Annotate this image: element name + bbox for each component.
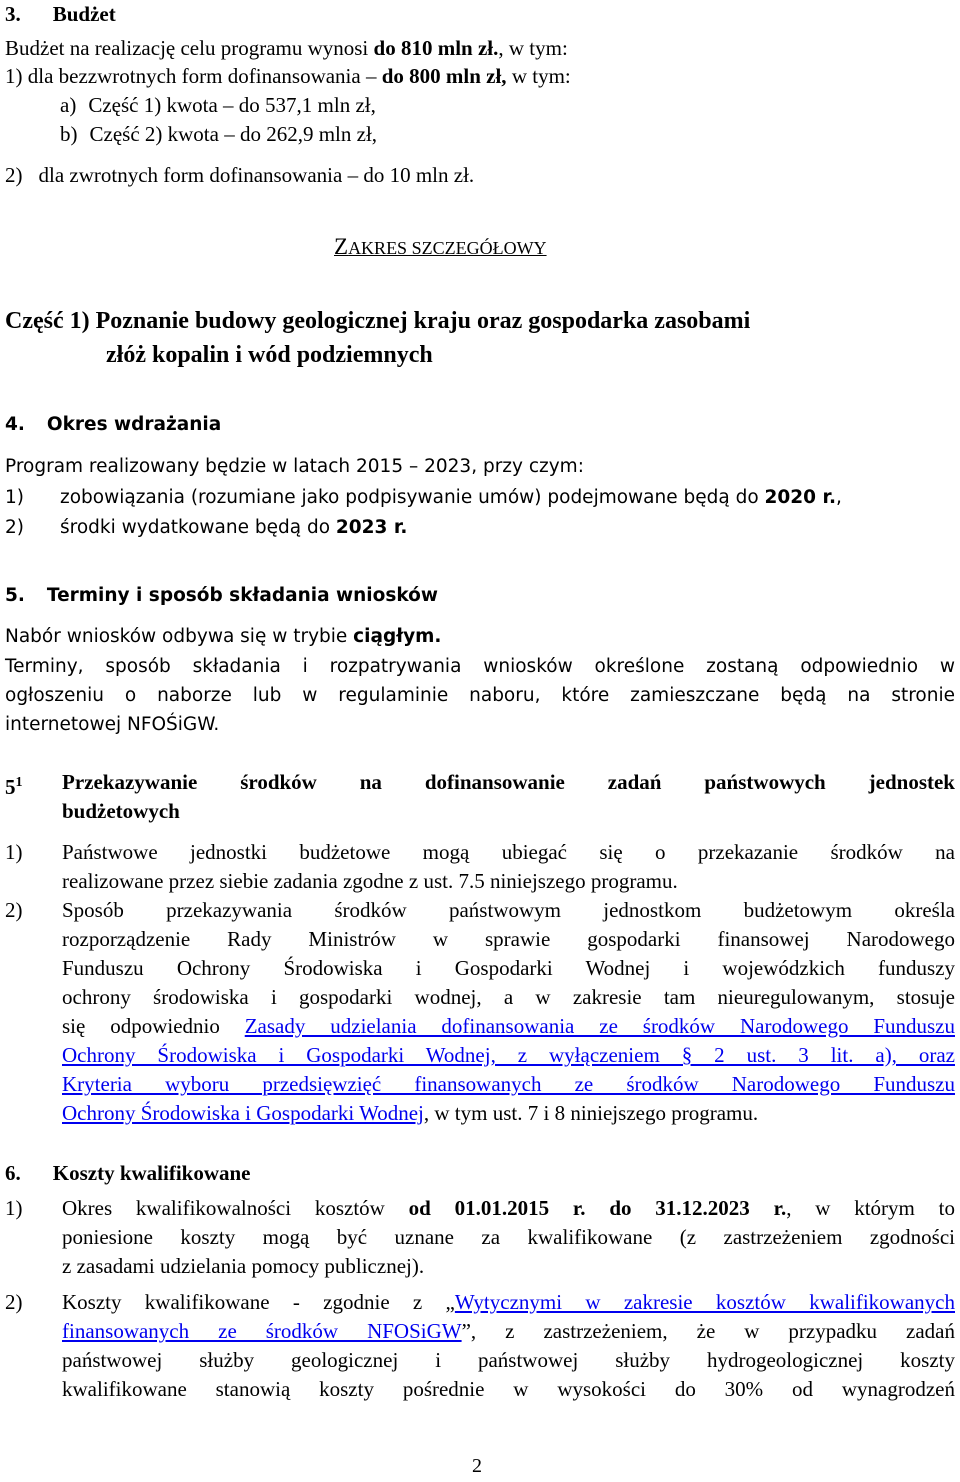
costs-item-1-num: 1) — [5, 1196, 23, 1220]
nabor-text: Nabór wniosków odbywa się w trybie ciągłym. — [5, 626, 442, 647]
zasady-link-cont[interactable]: Ochrony Środowiska i Gospodarki Wodnej, z wyłączeniem § 2 ust. 3 lit. a), oraz — [62, 1043, 955, 1067]
transfer-item-1-num: 1) — [5, 840, 23, 864]
zakres-heading: ZAKRES SZCZEGÓŁOWY — [334, 234, 547, 259]
budget-item-1: 1) dla bezzwrotnych form dofinansowania – do 800 mln zł, w tym: — [5, 64, 571, 88]
budget-item-1a: a) Część 1) kwota – do 537,1 mln zł, — [60, 93, 376, 117]
wytyczne-link[interactable]: Wytycznymi w zakresie kosztów kwalifikowanych — [454, 1290, 955, 1314]
section-5-1-number: $5^1$ — [5, 775, 23, 799]
transfer-item-2-line3: Funduszu Ochrony Środowiska i Gospodarki Wodnej i wojewódzkich funduszy — [62, 956, 955, 980]
terms-para-line2: ogłoszeniu o naborze lub w regulaminie naboru, które zamieszczane będą na stronie — [5, 685, 955, 706]
transfer-item-2-line1: Sposób przekazywania środków państwowym jednostkom budżetowym określa — [62, 898, 955, 922]
transfer-item-2-line8: Ochrony Środowiska i Gospodarki Wodnej, w tym ust. 7 i 8 niniejszego programu. — [62, 1101, 759, 1125]
wytyczne-link-cont[interactable]: finansowanych ze środków NFOSiGW — [62, 1319, 462, 1343]
period-item-2: 2) środki wydatkowane będą do 2023 r. — [5, 517, 408, 538]
period-intro: Program realizowany będzie w latach 2015 – 2023, przy czym: — [5, 456, 584, 477]
terms-para-line1: Terminy, sposób składania i rozpatrywania wniosków określone zostaną odpowiednio w — [5, 656, 955, 677]
costs-item-1-line2: poniesione koszty mogą być uznane za kwalifikowane (z zastrzeżeniem zgodności — [62, 1225, 955, 1249]
section-5-1-heading-line2: budżetowych — [62, 799, 180, 823]
transfer-item-1-line2: realizowane przez siebie zadania zgodne z ust. 7.5 niniejszego programu. — [62, 869, 678, 893]
kryteria-link[interactable]: Kryteria wyboru przedsięwzięć finansowanych ze środków Narodowego Funduszu — [62, 1072, 955, 1096]
costs-item-2-line1: Koszty kwalifikowane - zgodnie z „Wytycznymi w zakresie kosztów kwalifikowanych — [62, 1290, 955, 1314]
transfer-item-1-line1: Państwowe jednostki budżetowe mogą ubiegać się o przekazanie środków na — [62, 840, 955, 864]
section-4-heading: 4. Okres wdrażania — [5, 414, 222, 435]
transfer-item-2-line4: ochrony środowiska i gospodarki wodnej, a w zakresie tam nieuregulowanym, stosuje — [62, 985, 955, 1009]
budget-item-2: 2) dla zwrotnych form dofinansowania – do 10 mln zł. — [5, 163, 475, 187]
section-number: 3. — [5, 2, 21, 26]
kryteria-link-cont[interactable]: Ochrony Środowiska i Gospodarki Wodnej — [62, 1101, 424, 1125]
part-1-title-line2: złóż kopalin i wód podziemnych — [106, 342, 433, 368]
page-number: 2 — [472, 1455, 482, 1477]
costs-item-2-line3: państwowej służby geologicznej i państwowej służby hydrogeologicznej koszty — [62, 1348, 955, 1372]
costs-item-1-line3: z zasadami udzielania pomocy publicznej). — [62, 1254, 425, 1278]
section-6-heading: 6. Koszty kwalifikowane — [5, 1161, 251, 1185]
budget-item-1b: b) Część 2) kwota – do 262,9 mln zł, — [60, 122, 378, 146]
section-5-heading: 5. Terminy i sposób składania wniosków — [5, 585, 438, 606]
costs-item-1-line1: Okres kwalifikowalności kosztów od 01.01.2015 r. do 31.12.2023 r., w którym to — [62, 1196, 955, 1220]
section-title: Budżet — [52, 2, 116, 26]
transfer-item-2-line2: rozporządzenie Rady Ministrów w sprawie gospodarki finansowej Narodowego — [62, 927, 955, 951]
part-1-title-line1: Część 1) Poznanie budowy geologicznej kraju oraz gospodarka zasobami — [5, 308, 751, 334]
section-5-1-heading-line1: Przekazywanie środków na dofinansowanie zadań państwowych jednostek — [62, 770, 955, 794]
zasady-link[interactable]: Zasady udzielania dofinansowania ze środków Narodowego Funduszu — [244, 1014, 955, 1038]
transfer-item-2-line5: się odpowiednio Zasady udzielania dofinansowania ze środków Narodowego Funduszu — [62, 1014, 955, 1038]
costs-item-2-line2: finansowanych ze środków NFOSiGW”, z zastrzeżeniem, że w przypadku zadań — [62, 1319, 955, 1343]
costs-item-2-num: 2) — [5, 1290, 23, 1314]
period-item-1: 1) zobowiązania (rozumiane jako podpisywanie umów) podejmowane będą do 2020 r., — [5, 487, 842, 508]
transfer-item-2-num: 2) — [5, 898, 23, 922]
budget-intro: Budżet na realizację celu programu wynosi do 810 mln zł., w tym: — [5, 36, 568, 60]
section-3-heading — [5, 0, 116, 29]
terms-para-line3: internetowej NFOŚiGW. — [5, 714, 220, 735]
costs-item-2-line4: kwalifikowane stanowią koszty pośrednie w wysokości do 30% od wynagrodzeń — [62, 1377, 955, 1401]
